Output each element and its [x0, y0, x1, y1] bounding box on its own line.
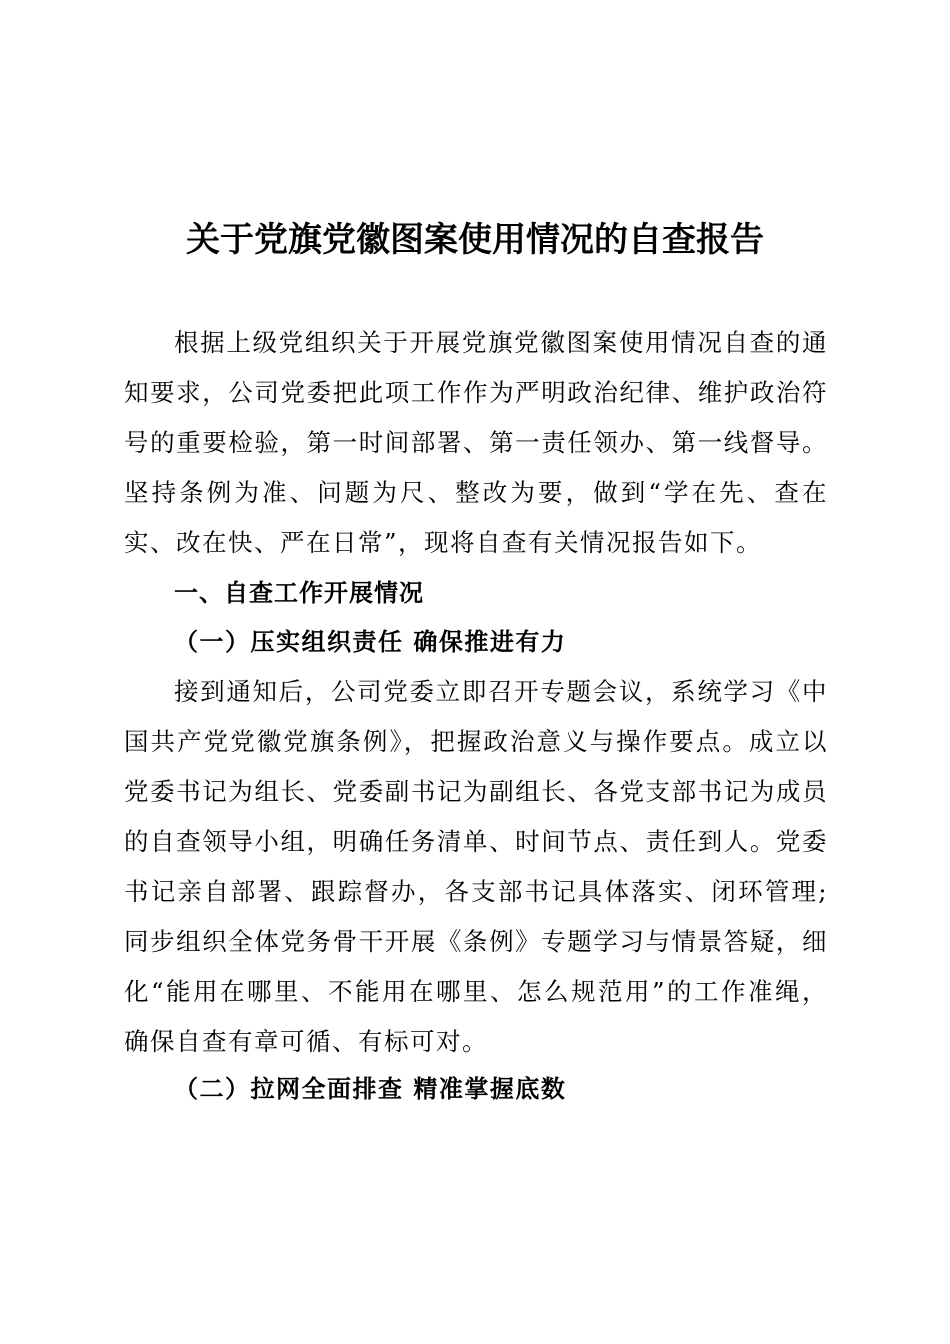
document-title: 关于党旗党徽图案使用情况的自查报告 [186, 220, 764, 260]
intro-paragraph: 根据上级党组织关于开展党旗党徽图案使用情况自查的通知要求，公司党委把此项工作作为严明政治纪律、维护政治符号的重要检验，第一时间部署、第一责任领办、第一线督导。坚持条例为准、问题为尺、整改为要，做到“学在先、查在实、改在快、严在日常”，现将自查有关情况报告如下。 [124, 328, 828, 557]
subsection-heading: （一）压实组织责任 确保推进有力 [174, 627, 567, 656]
subsection-heading: （二）拉网全面排查 精准掌握底数 [174, 1074, 567, 1103]
subsection-paragraph: 接到通知后，公司党委立即召开专题会议，系统学习《中国共产党党徽党旗条例》，把握政治意义与操作要点。成立以党委书记为组长、党委副书记为副组长、各党支部书记为成员的自查领导小组，明确任务清单、时间节点、责任到人。党委书记亲自部署、跟踪督办，各支部书记具体落实、闭环管理;同步组织全体党务骨干开展《条例》专题学习与情景答疑，细化“能用在哪里、不能用在哪里、怎么规范用”的工作准绳，确保自查有章可循、有标可对。 [124, 677, 828, 1056]
section-heading: 一、自查工作开展情况 [174, 579, 424, 607]
